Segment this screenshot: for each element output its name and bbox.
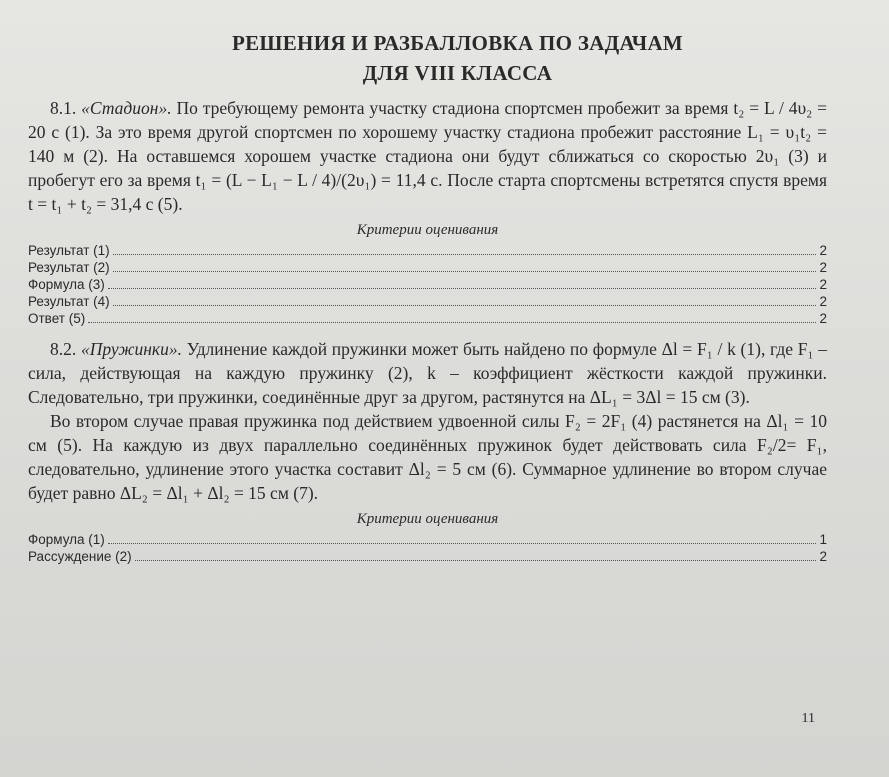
criteria-points: 2 — [819, 294, 827, 309]
problem-8-1-text — [28, 96, 827, 216]
criteria-label: Формула (1) — [28, 532, 105, 547]
criteria-row — [28, 310, 827, 327]
dot-leader — [113, 304, 817, 306]
criteria-label: Ответ (5) — [28, 311, 86, 326]
problem-8-1 — [28, 96, 827, 327]
criteria-row — [28, 276, 827, 293]
title-line-2: ДЛЯ VIII КЛАССА — [362, 61, 553, 85]
title-line-1: РЕШЕНИЯ И РАЗБАЛЛОВКА ПО ЗАДАЧАМ — [231, 31, 684, 55]
criteria-row — [28, 259, 827, 276]
problem-8-2-body: Удлинение каждой пружинки может быть найдено по формуле Δl = F₁ / k (1), где F₁ – сила, действующая на каждую пружинку (2), k – коэффициент жёсткости каждой пружинки. Следовательно, три пружинки, соединённые друг за другом, растянутся на ΔL₁ = 3Δl = 15 см (3). — [28, 339, 827, 407]
criteria-row — [28, 293, 827, 310]
dot-leader — [108, 287, 817, 289]
problem-8-2-name: «Пружинки». — [80, 339, 182, 359]
problem-8-2-text-2: Во втором случае правая пружинка под действием удвоенной силы F₂ = 2F₁ (4) растянется на Δl₁ = 10 см (5). На каждую из двух параллельно соединённых пружинок будет действовать сила F₂/2= F₁, следовательно, удлинение этого участка составит Δl₂ = 5 см (6). Суммарное удлинение во втором случае будет равно ΔL₂ = Δl₁ + Δl₂ = 15 см (7). — [28, 411, 827, 503]
criteria-points: 2 — [819, 260, 827, 275]
problem-8-2-number: 8.2. — [50, 339, 77, 359]
criteria-list-8-2 — [28, 531, 827, 565]
problem-8-1-body: По требующему ремонта участку стадиона спортсмен пробежит за время t₂ = L / 4υ₂ = 20 с (1). За это время другой спортсмен по хорошему участку стадиона пробежит расстояние L₁ = υ₁t₂ = 140 м (2). На оставшемся хорошем участке стадиона они будут сближаться со скоростью 2υ₁ (3) и пробегут его за время t₁ = (L − L₁ − L / 4)/(2υ₁) = 11,4 с. После старта спортсмены встретятся спустя время t = t₁ + t₂ = 31,4 с (5). — [28, 98, 827, 214]
criteria-points: 1 — [819, 532, 827, 547]
criteria-label: Рассуждение (2) — [28, 549, 132, 564]
criteria-points: 2 — [819, 549, 827, 564]
problem-8-1-name: «Стадион». — [81, 98, 172, 118]
page-title — [88, 28, 827, 88]
criteria-points: 2 — [819, 277, 827, 292]
dot-leader — [113, 253, 817, 255]
criteria-label: Результат (1) — [28, 243, 110, 258]
criteria-list-8-1 — [28, 242, 827, 327]
criteria-row — [28, 531, 827, 548]
criteria-points: 2 — [819, 311, 827, 326]
criteria-title-8-1: Критерии оценивания — [356, 222, 499, 238]
criteria-row — [28, 242, 827, 259]
page-number: 11 — [801, 711, 815, 726]
problem-8-2-text-1 — [28, 337, 827, 409]
dot-leader — [113, 270, 817, 272]
criteria-label: Результат (4) — [28, 294, 110, 309]
dot-leader — [88, 321, 816, 323]
criteria-points: 2 — [819, 243, 827, 258]
problem-8-2 — [28, 337, 827, 565]
criteria-row — [28, 548, 827, 565]
problem-8-1-number: 8.1. — [50, 98, 77, 118]
dot-leader — [108, 542, 817, 544]
criteria-title-8-2: Критерии оценивания — [356, 511, 499, 527]
criteria-label: Формула (3) — [28, 277, 105, 292]
criteria-label: Результат (2) — [28, 260, 110, 275]
dot-leader — [135, 559, 817, 561]
